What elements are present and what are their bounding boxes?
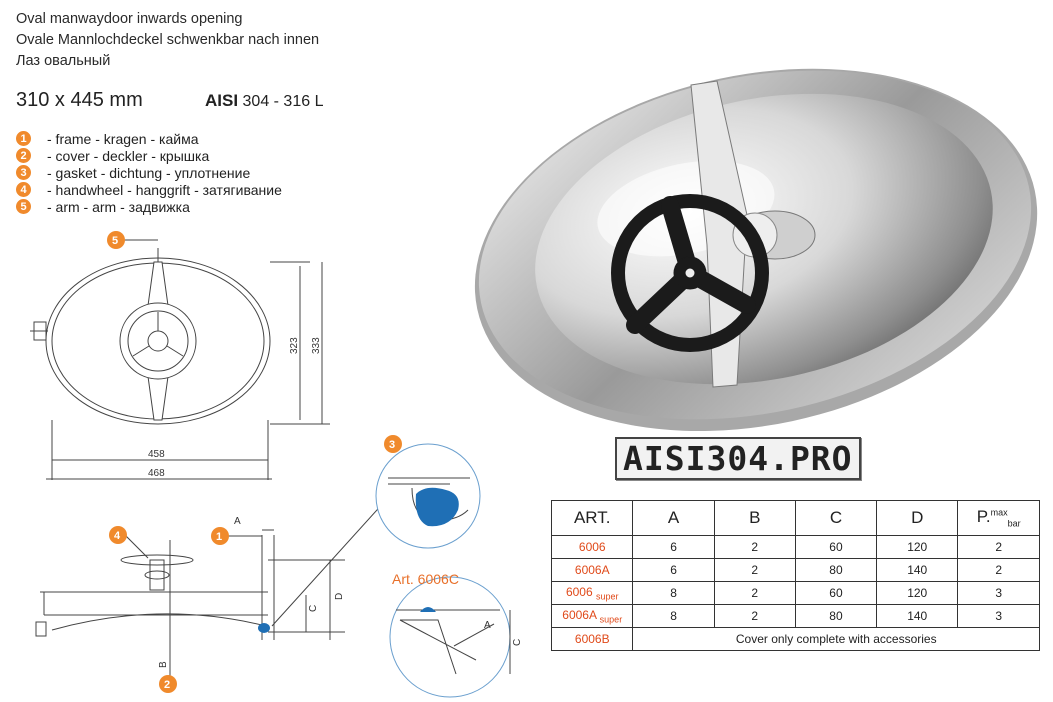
col-header-b: B bbox=[714, 501, 795, 536]
callout-3-number: 3 bbox=[389, 439, 396, 451]
callout-4 bbox=[109, 526, 127, 544]
legend-item bbox=[16, 130, 282, 147]
material-label bbox=[205, 91, 323, 111]
table-header-row bbox=[552, 501, 1040, 536]
cell-d: 120 bbox=[877, 582, 958, 605]
cell-b: 2 bbox=[714, 559, 795, 582]
cell-a: 6 bbox=[633, 536, 714, 559]
art-code: 6006 bbox=[565, 584, 593, 599]
col-header-d: D bbox=[877, 501, 958, 536]
watermark: AISI304.PRO bbox=[615, 437, 861, 480]
header-block bbox=[16, 9, 319, 72]
legend-item bbox=[16, 164, 282, 181]
cell-d: 140 bbox=[877, 605, 958, 628]
art-code: 6006A bbox=[574, 563, 610, 577]
pressure-sup: max bbox=[990, 507, 1008, 518]
detail-label-a: A bbox=[484, 620, 491, 631]
legend-text: - cover - deckler - крышка bbox=[47, 147, 210, 164]
cell-p: 2 bbox=[958, 559, 1040, 582]
callout-1 bbox=[211, 527, 229, 545]
parts-legend bbox=[16, 130, 282, 215]
size-label: 310 x 445 mm bbox=[16, 89, 143, 111]
legend-item bbox=[16, 147, 282, 164]
dim-333: 333 bbox=[311, 337, 322, 354]
callout-5 bbox=[107, 231, 125, 249]
cell-c: 80 bbox=[795, 605, 876, 628]
cell-p: 3 bbox=[958, 605, 1040, 628]
callout-2-number: 2 bbox=[164, 679, 171, 691]
callout-1-number: 1 bbox=[216, 531, 223, 543]
cell-a: 8 bbox=[633, 582, 714, 605]
product-photo bbox=[455, 35, 1053, 450]
cell-b: 2 bbox=[714, 582, 795, 605]
cell-b: 2 bbox=[714, 536, 795, 559]
legend-item bbox=[16, 198, 282, 215]
dim-label-c: C bbox=[308, 604, 319, 612]
cell-p: 3 bbox=[958, 582, 1040, 605]
dim-label-b: B bbox=[158, 661, 169, 668]
cell-b: 2 bbox=[714, 605, 795, 628]
art-6006c-detail bbox=[390, 577, 510, 697]
art-suffix: super bbox=[599, 614, 623, 625]
table-row bbox=[552, 582, 1040, 605]
cell-art bbox=[552, 536, 633, 559]
specification-table bbox=[551, 500, 1040, 651]
col-header-a: A bbox=[633, 501, 714, 536]
title-russian: Лаз овальный bbox=[16, 53, 111, 69]
aisi-value: 304 - 316 L bbox=[242, 93, 324, 110]
aisi-label: AISI bbox=[205, 91, 239, 110]
title-english: Oval manwaydoor inwards opening bbox=[16, 11, 243, 27]
cell-d: 120 bbox=[877, 536, 958, 559]
gasket-marker bbox=[258, 623, 270, 633]
pressure-label: P. bbox=[976, 507, 991, 527]
legend-text: - arm - arm - задвижка bbox=[47, 198, 190, 215]
art-code: 6006A bbox=[562, 607, 597, 622]
detail-label-c: C bbox=[512, 638, 523, 646]
legend-text: - handwheel - hanggrift - затягивание bbox=[47, 181, 282, 198]
table-row bbox=[552, 559, 1040, 582]
cell-art bbox=[552, 582, 633, 605]
dim-468: 468 bbox=[148, 468, 165, 479]
dim-label-a: A bbox=[234, 516, 241, 527]
legend-item bbox=[16, 181, 282, 198]
cell-p: 2 bbox=[958, 536, 1040, 559]
callout-4-number: 4 bbox=[114, 530, 121, 542]
callout-3 bbox=[384, 435, 402, 453]
dim-label-d: D bbox=[334, 592, 345, 600]
dim-323: 323 bbox=[289, 337, 300, 354]
cell-art bbox=[552, 605, 633, 628]
cell-art bbox=[552, 559, 633, 582]
cell-a: 6 bbox=[633, 559, 714, 582]
cell-d: 140 bbox=[877, 559, 958, 582]
callout-5-number: 5 bbox=[112, 235, 119, 247]
col-header-c: C bbox=[795, 501, 876, 536]
callout-badge: 3 bbox=[16, 165, 31, 180]
top-view bbox=[30, 248, 330, 480]
callout-2 bbox=[159, 675, 177, 693]
cell-note: Cover only complete with accessories bbox=[633, 628, 1040, 651]
art-code: 6006 bbox=[578, 540, 606, 554]
legend-text: - frame - kragen - кайма bbox=[47, 130, 199, 147]
callout-badge: 5 bbox=[16, 199, 31, 214]
cell-c: 60 bbox=[795, 536, 876, 559]
dim-458: 458 bbox=[148, 449, 165, 460]
art-suffix: super bbox=[596, 591, 619, 602]
col-header-art: ART. bbox=[552, 501, 633, 536]
cell-art: 6006B bbox=[552, 628, 633, 651]
cell-a: 8 bbox=[633, 605, 714, 628]
cell-c: 80 bbox=[795, 559, 876, 582]
callout-badge: 2 bbox=[16, 148, 31, 163]
side-view bbox=[36, 530, 345, 692]
callout-badge: 1 bbox=[16, 131, 31, 146]
table-row bbox=[552, 605, 1040, 628]
pressure-sub: bar bbox=[1007, 518, 1021, 529]
gasket-detail bbox=[376, 444, 480, 548]
cell-c: 60 bbox=[795, 582, 876, 605]
art-6006c-caption: Art. 6006C bbox=[392, 571, 459, 587]
title-german: Ovale Mannlochdeckel schwenkbar nach innen bbox=[16, 32, 320, 48]
col-header-pressure bbox=[958, 501, 1040, 536]
table-row bbox=[552, 536, 1040, 559]
callout-badge: 4 bbox=[16, 182, 31, 197]
legend-text: - gasket - dichtung - уплотнение bbox=[47, 164, 251, 181]
table-row-cover-only bbox=[552, 628, 1040, 651]
